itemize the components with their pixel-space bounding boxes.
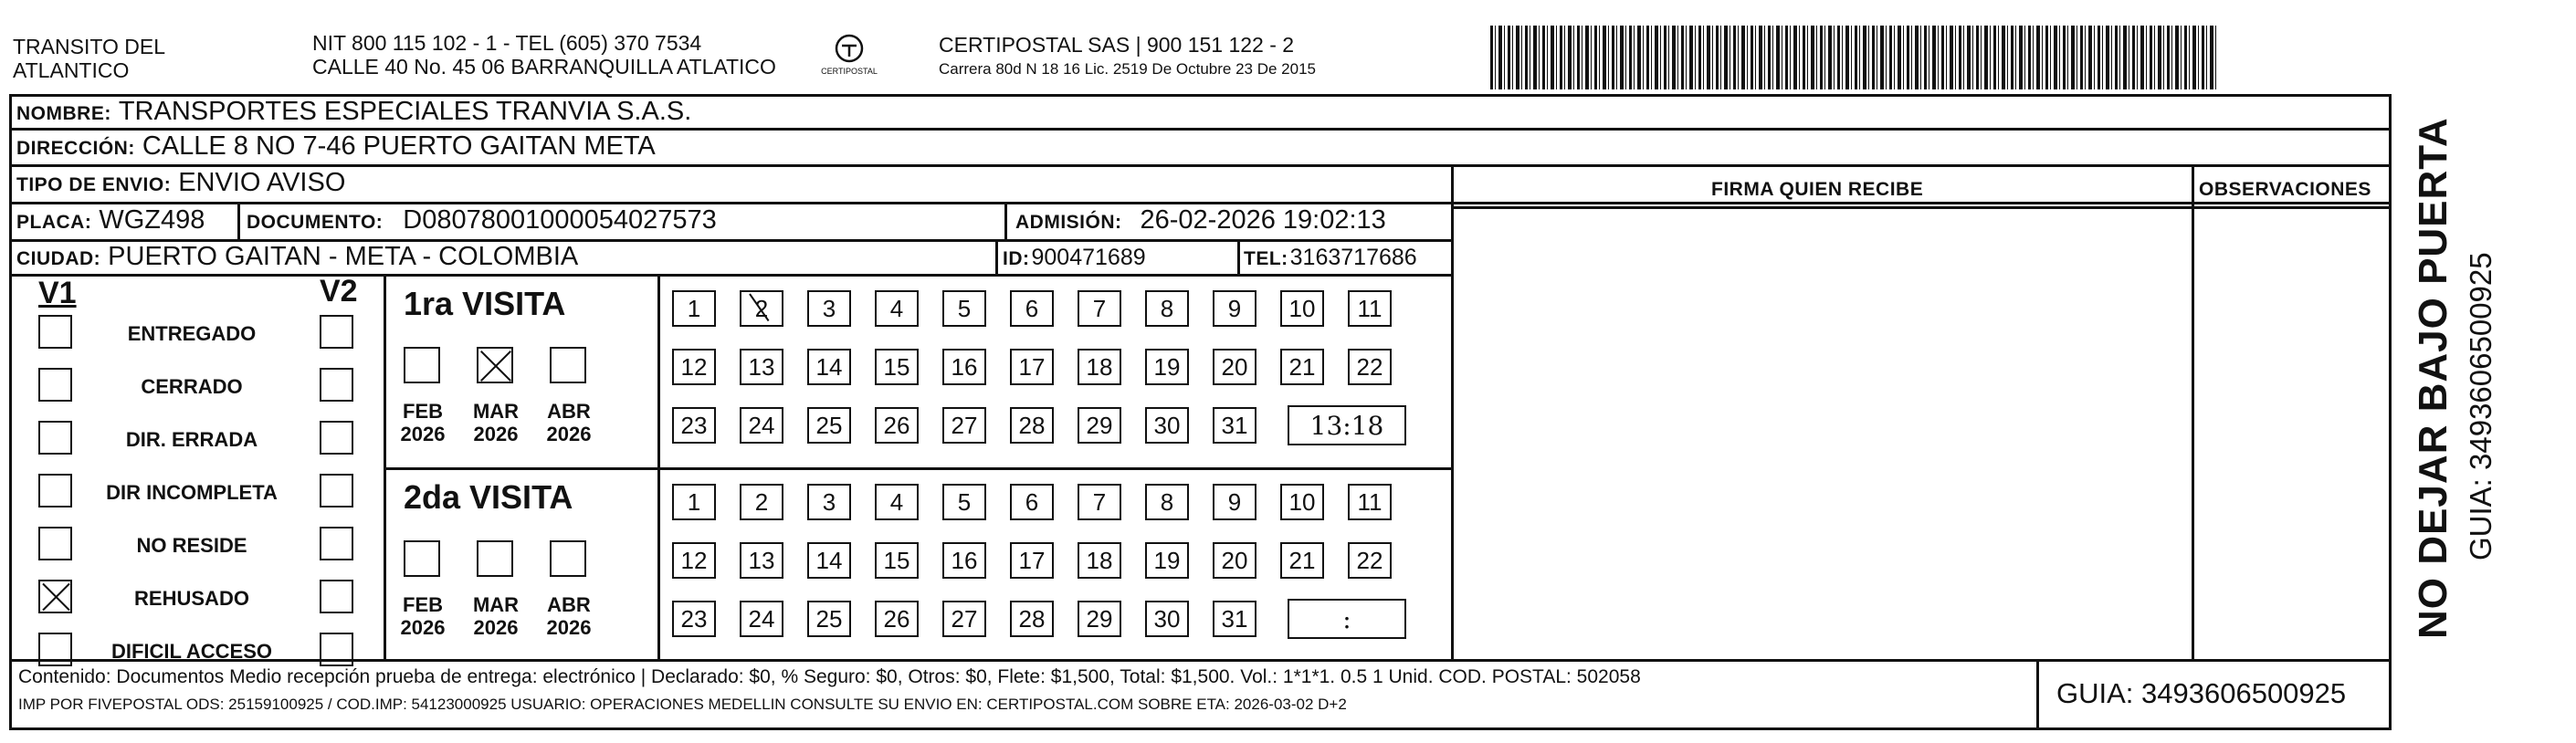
logo-caption: CERTIPOSTAL (821, 67, 878, 76)
v2-checkbox[interactable] (320, 421, 353, 455)
tipo-row (16, 168, 345, 198)
day-cell[interactable]: 17 (1010, 542, 1054, 579)
day-cell[interactable]: 25 (807, 407, 851, 444)
day-cell[interactable]: 24 (740, 601, 783, 637)
month-year: 2026 (473, 423, 519, 445)
month-checkbox[interactable] (477, 540, 513, 577)
day-cell[interactable]: 21 (1280, 349, 1324, 385)
month-year: 2026 (400, 616, 446, 639)
id-field (1003, 245, 1146, 271)
month-name: MAR (472, 593, 520, 616)
documento-field (247, 205, 717, 235)
month-year: 2026 (546, 423, 592, 445)
ciudad-field (16, 242, 578, 272)
day-cell[interactable]: 8 (1145, 290, 1189, 327)
status-label: DIFICIL ACCESO (110, 640, 272, 663)
month-name: ABR (547, 400, 591, 423)
day-cell[interactable]: 4 (875, 484, 919, 520)
placa-label: PLACA: (16, 212, 92, 233)
day-cell[interactable]: 18 (1078, 349, 1121, 385)
day-cell[interactable]: 25 (807, 601, 851, 637)
footer-guia: GUIA: 3493606500925 (2056, 677, 2347, 709)
month-name: MAR (472, 400, 520, 423)
day-cell[interactable]: 13 (740, 542, 783, 579)
v2-checkbox[interactable] (320, 368, 353, 402)
admision-field (1015, 205, 1386, 235)
day-cell[interactable]: 2 (740, 484, 783, 520)
license-line: Carrera 80d N 18 16 Lic. 2519 De Octubre 23 De 2015 (939, 60, 1316, 78)
day-cell[interactable]: 12 (672, 542, 716, 579)
day-cell[interactable]: 27 (942, 407, 986, 444)
day-cell[interactable]: 23 (672, 407, 716, 444)
day-cell[interactable]: 9 (1213, 290, 1256, 327)
month-label (464, 593, 528, 639)
month-checkbox[interactable] (404, 347, 440, 383)
month-year: 2026 (546, 616, 592, 639)
month-label (537, 593, 601, 639)
time-field[interactable]: 13:18 (1288, 405, 1406, 445)
nombre-row (16, 97, 691, 127)
day-cell[interactable]: 21 (1280, 542, 1324, 579)
day-cell[interactable]: 1 (672, 484, 716, 520)
day-cell[interactable]: 17 (1010, 349, 1054, 385)
day-cell[interactable]: 6 (1010, 484, 1054, 520)
day-cell[interactable]: 11 (1348, 290, 1392, 327)
day-cell[interactable]: 16 (942, 349, 986, 385)
observaciones-header: OBSERVACIONES (2199, 179, 2371, 200)
day-cell[interactable]: 2 (740, 290, 783, 327)
day-cell[interactable]: 19 (1145, 542, 1189, 579)
status-label: CERRADO (141, 375, 243, 398)
visit-title: 1ra VISITA (404, 285, 566, 322)
day-cell[interactable]: 22 (1348, 349, 1392, 385)
day-cell[interactable]: 23 (672, 601, 716, 637)
nombre-value: TRANSPORTES ESPECIALES TRANVIA S.A.S. (118, 97, 692, 126)
v2-checkbox[interactable] (320, 633, 353, 666)
guide-frame (9, 94, 2392, 730)
day-cell[interactable]: 5 (942, 290, 986, 327)
nit-line: NIT 800 115 102 - 1 - TEL (605) 370 7534 (312, 31, 702, 55)
day-cell[interactable]: 13 (740, 349, 783, 385)
admision-label: ADMISIÓN: (1015, 212, 1122, 233)
direccion-value: CALLE 8 NO 7-46 PUERTO GAITAN META (142, 131, 656, 161)
day-cell[interactable]: 14 (807, 542, 851, 579)
firma-header: FIRMA QUIEN RECIBE (1711, 179, 1924, 200)
month-checkbox[interactable] (550, 540, 586, 577)
day-cell[interactable]: 10 (1280, 290, 1324, 327)
id-label: ID: (1003, 248, 1030, 269)
day-cell[interactable]: 7 (1078, 290, 1121, 327)
day-cell[interactable]: 18 (1078, 542, 1121, 579)
day-cell[interactable]: 5 (942, 484, 986, 520)
side-guia: GUIA: 3493606500925 (2464, 252, 2497, 560)
month-name: FEB (403, 400, 443, 423)
month-label (391, 400, 455, 445)
day-cell[interactable]: 14 (807, 349, 851, 385)
month-label (464, 400, 528, 445)
visit-title: 2da VISITA (404, 478, 573, 516)
month-label (391, 593, 455, 639)
day-cell[interactable]: 29 (1078, 601, 1121, 637)
day-cell[interactable]: 3 (807, 290, 851, 327)
v1-header: V1 (38, 276, 77, 310)
day-cell[interactable]: 22 (1348, 542, 1392, 579)
day-cell[interactable]: 28 (1010, 601, 1054, 637)
day-cell[interactable]: 11 (1348, 484, 1392, 520)
status-label: DIR INCOMPLETA (106, 481, 278, 504)
v2-checkbox[interactable] (320, 315, 353, 349)
day-cell[interactable]: 26 (875, 601, 919, 637)
day-cell[interactable]: 16 (942, 542, 986, 579)
day-cell[interactable]: 20 (1213, 349, 1256, 385)
day-cell[interactable]: 31 (1213, 407, 1256, 444)
month-checkbox[interactable] (404, 540, 440, 577)
status-label: REHUSADO (134, 587, 249, 610)
time-field[interactable]: : (1288, 599, 1406, 639)
month-checkbox[interactable] (550, 347, 586, 383)
month-label (537, 400, 601, 445)
ciudad-value: PUERTO GAITAN - META - COLOMBIA (108, 242, 579, 271)
placa-field (16, 205, 205, 235)
status-label: NO RESIDE (136, 534, 247, 557)
month-name: ABR (547, 593, 591, 616)
month-checkbox[interactable] (477, 347, 513, 383)
address-line: CALLE 40 No. 45 06 BARRANQUILLA ATLATICO (312, 55, 776, 78)
day-cell[interactable]: 28 (1010, 407, 1054, 444)
certipostal-nit: CERTIPOSTAL SAS | 900 151 122 - 2 (939, 33, 1295, 57)
company-contact (312, 31, 776, 78)
company-line-1: TRANSITO DEL (13, 35, 165, 58)
footer-imp: IMP POR FIVEPOSTAL ODS: 25159100925 / COD.IMP: 54123000925 USUARIO: OPERACIONES MEDELLIN CONSULTE SU ENVIO EN: CERTIPOSTAL.COM SOBRE ETA: 2026-03-02 D+2 (18, 696, 1347, 713)
side-warning: NO DEJAR BAJO PUERTA (2411, 117, 2455, 639)
certipostal-logo (817, 33, 881, 76)
documento-value: D08078001000054027573 (403, 205, 717, 235)
direccion-row (16, 131, 656, 162)
tel-field (1244, 245, 1417, 271)
placa-value: WGZ498 (99, 205, 205, 235)
tipo-label: TIPO DE ENVIO: (16, 174, 172, 195)
day-cell[interactable]: 15 (875, 349, 919, 385)
day-cell[interactable]: 20 (1213, 542, 1256, 579)
tel-label: TEL: (1244, 248, 1288, 269)
status-label: ENTREGADO (127, 322, 257, 345)
id-value: 900471689 (1031, 245, 1146, 270)
day-cell[interactable]: 7 (1078, 484, 1121, 520)
footer-contenido: Contenido: Documentos Medio recepción prueba de entrega: electrónico | Declarado: $0, % Seguro: $0, Otros: $0, Flete: $1,500, Total: $1,500. Vol.: 1*1*1. 0.5 1 Unid. COD. POSTAL: 502058 (18, 666, 1641, 687)
certipostal-info (939, 33, 1316, 78)
documento-label: DOCUMENTO: (247, 212, 384, 233)
tel-value: 3163717686 (1289, 245, 1417, 270)
direccion-label: DIRECCIÓN: (16, 138, 135, 159)
status-label: DIR. ERRADA (125, 428, 258, 451)
day-cell[interactable]: 30 (1145, 601, 1189, 637)
ciudad-label: CIUDAD: (16, 248, 101, 269)
v2-checkbox[interactable] (320, 527, 353, 560)
admision-value: 26-02-2026 19:02:13 (1140, 205, 1386, 235)
v2-header: V2 (320, 274, 358, 309)
day-cell[interactable]: 9 (1213, 484, 1256, 520)
day-cell[interactable]: 30 (1145, 407, 1189, 444)
day-cell[interactable]: 6 (1010, 290, 1054, 327)
day-cell[interactable]: 12 (672, 349, 716, 385)
day-cell[interactable]: 8 (1145, 484, 1189, 520)
month-year: 2026 (400, 423, 446, 445)
month-name: FEB (403, 593, 443, 616)
barcode (1490, 26, 2219, 89)
day-cell[interactable]: 31 (1213, 601, 1256, 637)
v2-checkbox[interactable] (320, 580, 353, 613)
v2-checkbox[interactable] (320, 474, 353, 508)
company-name (13, 35, 165, 82)
day-cell[interactable]: 10 (1280, 484, 1324, 520)
day-cell[interactable]: 26 (875, 407, 919, 444)
day-cell[interactable]: 15 (875, 542, 919, 579)
day-cell[interactable]: 29 (1078, 407, 1121, 444)
day-cell[interactable]: 3 (807, 484, 851, 520)
month-year: 2026 (473, 616, 519, 639)
nombre-label: NOMBRE: (16, 103, 111, 124)
day-cell[interactable]: 1 (672, 290, 716, 327)
logo-icon (834, 33, 865, 64)
tipo-value: ENVIO AVISO (178, 168, 346, 197)
day-cell[interactable]: 24 (740, 407, 783, 444)
day-cell[interactable]: 19 (1145, 349, 1189, 385)
day-cell[interactable]: 27 (942, 601, 986, 637)
company-line-2: ATLANTICO (13, 58, 130, 82)
day-cell[interactable]: 4 (875, 290, 919, 327)
